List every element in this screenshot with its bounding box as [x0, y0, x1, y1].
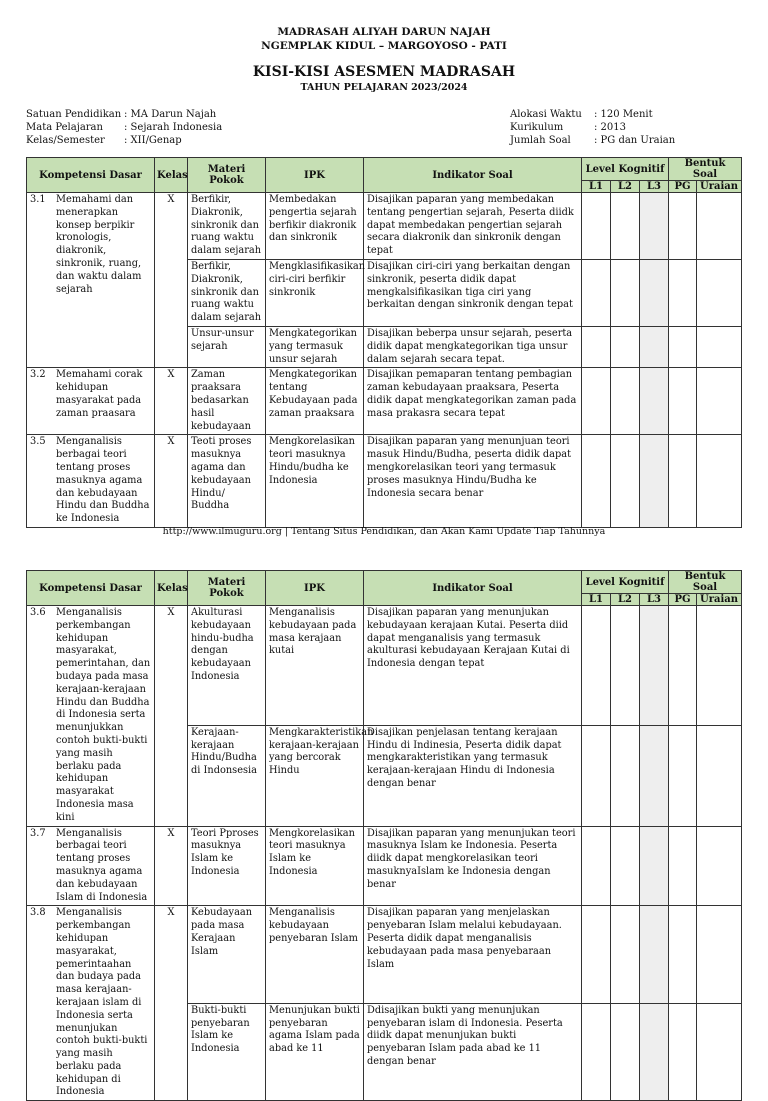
info-value: : MA Darun Najah — [124, 109, 217, 120]
ipk-cell: Menganalisis kebudayaan pada masa kerajaan kutai — [266, 606, 364, 726]
materi-pokok-cell: Berfikir, Diakronik, sinkronik dan ruang waktu dalam sejarah — [188, 259, 266, 326]
col-l2: L2 — [611, 594, 640, 606]
l2-cell — [611, 606, 640, 726]
col-kelas: Kelas — [155, 158, 188, 193]
l1-cell — [582, 193, 611, 260]
col-l3: L3 — [640, 594, 669, 606]
l2-cell — [611, 326, 640, 367]
info-label: Alokasi Waktu — [510, 109, 582, 120]
pg-cell — [669, 725, 697, 826]
table-row — [27, 826, 742, 906]
kompetensi-dasar-cell — [27, 826, 155, 906]
kd-number: 3.7 — [30, 827, 46, 839]
kelas-cell: X — [155, 193, 188, 368]
materi-pokok-cell: Zaman praaksara bedasarkan hasil kebudayaan — [188, 368, 266, 435]
ipk-cell: Membedakan pengertia sejarah berfikir diakronik dan sinkronik — [266, 193, 364, 260]
col-pg: PG — [669, 181, 697, 193]
l2-cell — [611, 193, 640, 260]
ipk-cell: Mengkategorikan yang termasuk unsur sejarah — [266, 326, 364, 367]
l2-cell — [611, 826, 640, 906]
l1-cell — [582, 326, 611, 367]
ipk-cell: Mengklasifikasikan ciri-ciri berfikir sinkronik — [266, 259, 364, 326]
col-level-kognitif: Level Kognitif — [582, 158, 669, 181]
materi-pokok-cell: Berfikir, Diakronik, sinkronik dan ruang waktu dalam sejarah — [188, 193, 266, 260]
ipk-cell: Mengkarakteristikan kerajaan-kerajaan yang bercorak Hindu — [266, 725, 364, 826]
info-row — [510, 121, 675, 134]
kelas-cell: X — [155, 368, 188, 435]
pg-cell — [669, 435, 697, 528]
col-ipk: IPK — [266, 571, 364, 606]
col-kelas: Kelas — [155, 571, 188, 606]
info-row — [26, 108, 222, 121]
info-right — [510, 108, 675, 147]
info-label: Kelas/Semester — [26, 135, 105, 146]
l2-cell — [611, 368, 640, 435]
indikator-soal-cell: Disajikan paparan yang menunjukan teori masuknya Islam ke Indonesia. Peserta diidk dapat mengkorelasikan teori masuknyaIslam ke Indonesia dengan benar — [364, 826, 582, 906]
l1-cell — [582, 826, 611, 906]
col-l1: L1 — [582, 594, 611, 606]
col-materi-pokok: Materi Pokok — [188, 571, 266, 606]
info-label: Kurikulum — [510, 122, 564, 133]
header-row — [27, 158, 742, 181]
l1-cell — [582, 1003, 611, 1100]
kompetensi-dasar — [30, 907, 151, 1099]
indikator-soal-cell: Disajikan pemaparan tentang pembagian zaman kebudayaan praaksara, Peserta didik dapat mengkategorikan zaman pada masa prakasra secara tepat — [364, 368, 582, 435]
kelas-cell: X — [155, 906, 188, 1101]
materi-pokok-cell: Akulturasi kebudayaan hindu-budha dengan kebudayaan Indonesia — [188, 606, 266, 726]
pg-cell — [669, 1003, 697, 1100]
ipk-cell: Menunjukan bukti penyebaran agama Islam pada abad ke 11 — [266, 1003, 364, 1100]
col-kompetensi-dasar: Kompetensi Dasar — [27, 571, 155, 606]
uraian-cell — [697, 826, 742, 906]
indikator-soal-cell: Disajikan paparan yang menunjukan kebudayaan kerajaan Kutai. Peserta diid dapat menganalisis yang termasuk akulturasi kebudayaan Kerajaan Kutai di Indonesia dengan tepat — [364, 606, 582, 726]
l2-cell — [611, 1003, 640, 1100]
document-title: KISI-KISI ASESMEN MADRASAH — [252, 64, 516, 80]
table-row — [27, 606, 742, 726]
kisi-kisi-table-1 — [26, 157, 742, 528]
l3-cell — [640, 368, 669, 435]
uraian-cell — [697, 259, 742, 326]
indikator-soal-cell: Disajikan paparan yang membedakan tentang pengertian sejarah, Peserta diidk dapat membedakan pengertian sejarah secara diakronik dan sinkronik dengan tepat — [364, 193, 582, 260]
kd-text: Menganalisis perkembangan kehidupan masyarakat, pemerintahan, dan budaya pada masa kerajaan-kerajaan Hindu dan Buddha di Indonesia serta menunjukkan contoh bukti-bukti yang masih berlaku pada kehidupan masyarakat Indonesia masa kini — [56, 607, 151, 823]
materi-pokok-cell: Kebudayaan pada masa Kerajaan Islam — [188, 906, 266, 1003]
materi-pokok-cell: Bukti-bukti penyebaran Islam ke Indonesia — [188, 1003, 266, 1100]
kompetensi-dasar-cell — [27, 193, 155, 368]
indikator-soal-cell: Disajikan beberpa unsur sejarah, peserta didik dapat mengkategorikan tiga unsur dalam sejarah secara tepat. — [364, 326, 582, 367]
col-ipk: IPK — [266, 158, 364, 193]
uraian-cell — [697, 326, 742, 367]
info-row — [510, 134, 675, 147]
kelas-cell: X — [155, 606, 188, 827]
col-indikator-soal: Indikator Soal — [364, 158, 582, 193]
kompetensi-dasar — [30, 436, 151, 526]
l3-cell — [640, 826, 669, 906]
materi-pokok-cell: Unsur-unsur sejarah — [188, 326, 266, 367]
l3-cell — [640, 435, 669, 528]
materi-pokok-cell: Teoti proses masuknya agama dan kebudayaan Hindu/ Buddha — [188, 435, 266, 528]
info-value: : 120 Menit — [594, 109, 653, 120]
col-kompetensi-dasar: Kompetensi Dasar — [27, 158, 155, 193]
col-l2: L2 — [611, 181, 640, 193]
l1-cell — [582, 606, 611, 726]
materi-pokok-cell: Teori Pproses masuknya Islam ke Indonesia — [188, 826, 266, 906]
academic-year: TAHUN PELAJARAN 2023/2024 — [300, 82, 468, 93]
ipk-cell: Menganalisis kebudayaan penyebaran Islam — [266, 906, 364, 1003]
l1-cell — [582, 906, 611, 1003]
table-row — [27, 435, 742, 528]
l3-cell — [640, 906, 669, 1003]
info-row — [26, 121, 222, 134]
pg-cell — [669, 368, 697, 435]
info-label: Satuan Pendidikan — [26, 109, 122, 120]
indikator-soal-cell: Disajikan paparan yang menunjuan teori masuk Hindu/Budha, peserta didik dapat mengkorelasikan teori yang termasuk proses masuknya Hindu/Budha ke Indonesia secara benar — [364, 435, 582, 528]
kompetensi-dasar-cell — [27, 368, 155, 435]
col-indikator-soal: Indikator Soal — [364, 571, 582, 606]
info-value: : XII/Genap — [124, 135, 182, 146]
kelas-cell: X — [155, 435, 188, 528]
kd-text: Memahami corak kehidupan masyarakat pada zaman praasara — [56, 369, 143, 419]
kd-number: 3.8 — [30, 907, 46, 919]
col-uraian: Uraian — [697, 181, 742, 193]
kompetensi-dasar — [30, 194, 151, 296]
col-level-kognitif: Level Kognitif — [582, 571, 669, 594]
info-value: : Sejarah Indonesia — [124, 122, 223, 133]
col-uraian: Uraian — [697, 594, 742, 606]
info-row — [26, 134, 222, 147]
l2-cell — [611, 725, 640, 826]
uraian-cell — [697, 906, 742, 1003]
kompetensi-dasar — [30, 607, 151, 825]
kompetensi-dasar-cell — [27, 906, 155, 1101]
info-left — [26, 108, 222, 147]
kd-text: Memahami dan menerapkan konsep berpikir kronologis, diakronik, sinkronik, ruang, dan waktu dalam sejarah — [56, 194, 142, 295]
col-materi-pokok: Materi Pokok — [188, 158, 266, 193]
pg-cell — [669, 326, 697, 367]
l3-cell — [640, 326, 669, 367]
kisi-kisi-table-2 — [26, 570, 742, 1101]
uraian-cell — [697, 1003, 742, 1100]
pg-cell — [669, 193, 697, 260]
info-label: Mata Pelajaran — [26, 122, 103, 133]
materi-pokok-cell: Kerajaan-kerajaan Hindu/Budha di Indonsesia — [188, 725, 266, 826]
kompetensi-dasar — [30, 828, 151, 905]
kompetensi-dasar — [30, 369, 151, 420]
table-row — [27, 193, 742, 260]
indikator-soal-cell: Disajikan penjelasan tentang kerajaan Hindu di Indinesia, Peserta didik dapat mengkarakteristikan yang termasuk kerajaan-kerajaan Hindu di Indonesia dengan benar — [364, 725, 582, 826]
ipk-cell: Mengkorelasikan teori masuknya Islam ke Indonesia — [266, 826, 364, 906]
l1-cell — [582, 259, 611, 326]
l2-cell — [611, 259, 640, 326]
uraian-cell — [697, 725, 742, 826]
uraian-cell — [697, 193, 742, 260]
kd-number: 3.6 — [30, 607, 46, 618]
col-bentuk-soal: Bentuk Soal — [669, 158, 742, 181]
ipk-cell: Mengkorelasikan teori masuknya Hindu/budha ke Indonesia — [266, 435, 364, 528]
pg-cell — [669, 606, 697, 726]
school-address: NGEMPLAK KIDUL – MARGOYOSO - PATI — [261, 40, 507, 52]
l3-cell — [640, 193, 669, 260]
pg-cell — [669, 906, 697, 1003]
kd-text: Menganalisis berbagai teori tentang proses masuknya agama dan kebudayaan Hindu dan Buddha ke Indonesia — [56, 436, 150, 525]
col-l3: L3 — [640, 181, 669, 193]
uraian-cell — [697, 368, 742, 435]
kd-number: 3.5 — [30, 436, 46, 448]
info-value: : 2013 — [594, 122, 626, 133]
table-row — [27, 368, 742, 435]
pg-cell — [669, 259, 697, 326]
kompetensi-dasar-cell — [27, 435, 155, 528]
table-row — [27, 906, 742, 1003]
col-pg: PG — [669, 594, 697, 606]
l3-cell — [640, 606, 669, 726]
l2-cell — [611, 435, 640, 528]
l3-cell — [640, 725, 669, 826]
l2-cell — [611, 906, 640, 1003]
l1-cell — [582, 368, 611, 435]
l1-cell — [582, 435, 611, 528]
school-name: MADRASAH ALIYAH DARUN NAJAH — [277, 26, 491, 38]
indikator-soal-cell: Disajikan ciri-ciri yang berkaitan dengan sinkronik, peserta didik dapat mengkalsifikasikan tiga ciri yang berkaitan dengan sinkronik dengan tepat — [364, 259, 582, 326]
l3-cell — [640, 259, 669, 326]
kd-number: 3.1 — [30, 194, 46, 205]
header-row — [27, 571, 742, 594]
l3-cell — [640, 1003, 669, 1100]
indikator-soal-cell: Ddisajikan bukti yang menunjukan penyebaran islam di Indonesia. Peserta diidk dapat menunjukan bukti penyebaran Islam pada abad ke 11 dengan benar — [364, 1003, 582, 1100]
kd-number: 3.2 — [30, 369, 46, 381]
kd-text: Menganalisis perkembangan kehidupan masyarakat, pemerintaahan dan budaya pada masa kerajaan-kerajaan islam di Indonesia serta menunjukan contoh bukti-bukti yang masih berlaku pada kehidupan di Indonesia — [56, 907, 148, 1098]
uraian-cell — [697, 606, 742, 726]
info-label: Jumlah Soal — [510, 135, 571, 146]
footer-link[interactable]: http://www.ilmuguru.org | Tentang Situs Pendidikan, dan Akan Kami Update Tiap Tahunnya — [162, 526, 606, 537]
pg-cell — [669, 826, 697, 906]
indikator-soal-cell: Disajikan paparan yang menjelaskan penyebaran Islam melalui kebudayaan. Peserta didik dapat menganalisis kebudayaan pada masa penyebaraan Islam — [364, 906, 582, 1003]
l1-cell — [582, 725, 611, 826]
kd-text: Menganalisis berbagai teori tentang proses masuknya agama dan kebudayaan Islam di Indonesia — [56, 827, 148, 903]
info-value: : PG dan Uraian — [594, 135, 676, 146]
kelas-cell: X — [155, 826, 188, 906]
ipk-cell: Mengkategorikan tentang Kebudayaan pada zaman praaksara — [266, 368, 364, 435]
col-bentuk-soal: Bentuk Soal — [669, 571, 742, 594]
kompetensi-dasar-cell — [27, 606, 155, 827]
info-row — [510, 108, 675, 121]
uraian-cell — [697, 435, 742, 528]
col-l1: L1 — [582, 181, 611, 193]
